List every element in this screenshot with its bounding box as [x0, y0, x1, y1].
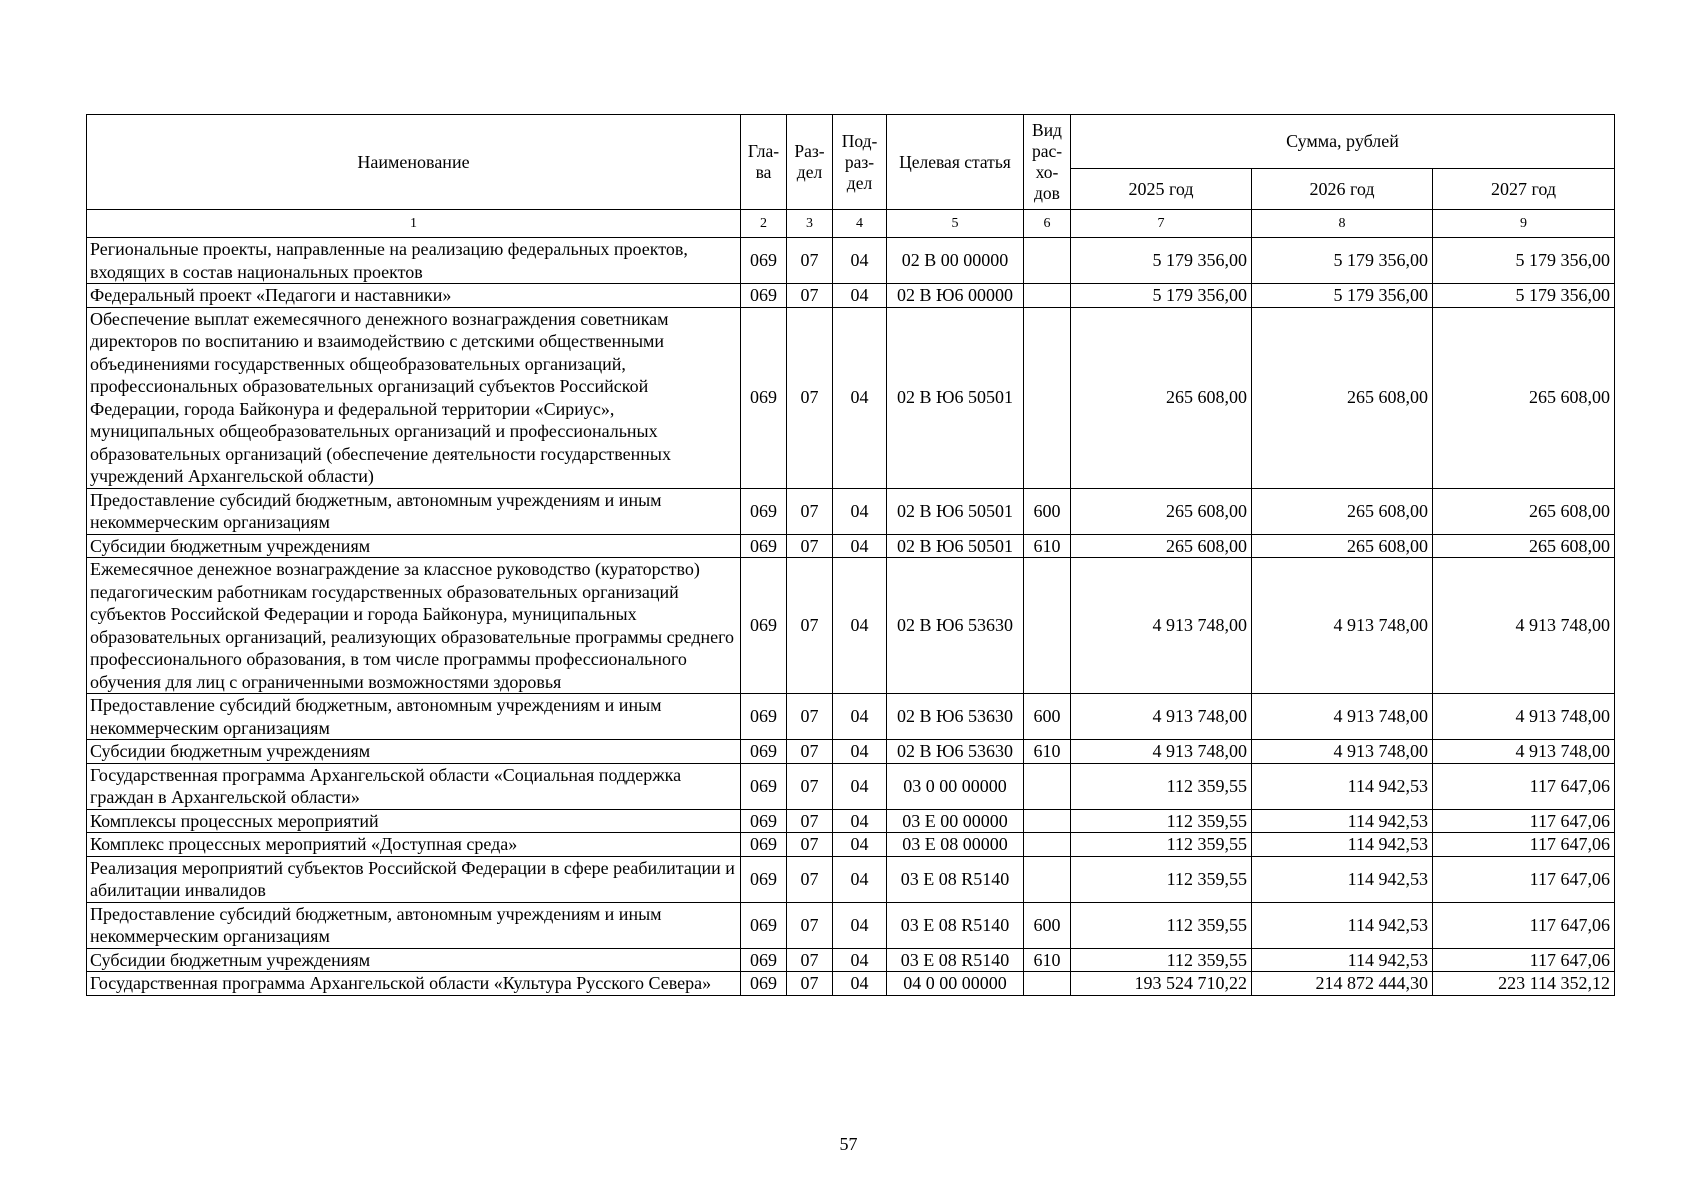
row-amount-2027: 117 647,06	[1433, 902, 1615, 948]
row-target-article: 03 Е 08 R5140	[887, 948, 1024, 972]
page-number: 57	[839, 1134, 858, 1154]
row-name: Предоставление субсидий бюджетным, автономным учреждениям и иным некоммерческим организациям	[87, 488, 741, 534]
row-amount-2026: 114 942,53	[1252, 809, 1433, 833]
row-target-article: 02 В Ю6 50501	[887, 307, 1024, 488]
row-glava: 069	[741, 558, 787, 694]
budget-table-sheet	[86, 114, 1614, 996]
column-number: 2	[741, 210, 787, 238]
row-target-article: 03 Е 08 R5140	[887, 856, 1024, 902]
row-amount-2027: 5 179 356,00	[1433, 284, 1615, 308]
row-podrazdel: 04	[833, 833, 887, 857]
row-target-article: 04 0 00 00000	[887, 972, 1024, 996]
row-target-article: 02 В Ю6 53630	[887, 740, 1024, 764]
row-razdel: 07	[787, 284, 833, 308]
row-razdel: 07	[787, 488, 833, 534]
row-expense-type: 600	[1024, 694, 1071, 740]
row-target-article: 03 Е 08 R5140	[887, 902, 1024, 948]
row-razdel: 07	[787, 307, 833, 488]
row-expense-type	[1024, 833, 1071, 857]
table-body	[87, 238, 1615, 996]
row-name: Региональные проекты, направленные на реализацию федеральных проектов, входящих в состав национальных проектов	[87, 238, 741, 284]
row-podrazdel: 04	[833, 902, 887, 948]
row-amount-2025: 4 913 748,00	[1071, 558, 1252, 694]
row-podrazdel: 04	[833, 694, 887, 740]
row-amount-2025: 112 359,55	[1071, 902, 1252, 948]
column-number: 8	[1252, 210, 1433, 238]
row-glava: 069	[741, 307, 787, 488]
row-name: Федеральный проект «Педагоги и наставники»	[87, 284, 741, 308]
header-target-article: Целевая статья	[887, 115, 1024, 210]
row-amount-2027: 117 647,06	[1433, 856, 1615, 902]
row-expense-type	[1024, 972, 1071, 996]
table-row	[87, 948, 1615, 972]
row-expense-type	[1024, 307, 1071, 488]
row-amount-2026: 114 942,53	[1252, 902, 1433, 948]
row-razdel: 07	[787, 809, 833, 833]
row-podrazdel: 04	[833, 972, 887, 996]
row-amount-2027: 4 913 748,00	[1433, 694, 1615, 740]
row-amount-2027: 4 913 748,00	[1433, 558, 1615, 694]
header-year-2025: 2025 год	[1071, 169, 1252, 210]
row-amount-2027: 265 608,00	[1433, 307, 1615, 488]
row-expense-type	[1024, 284, 1071, 308]
row-amount-2025: 5 179 356,00	[1071, 284, 1252, 308]
row-expense-type	[1024, 763, 1071, 809]
column-number: 1	[87, 210, 741, 238]
table-row	[87, 809, 1615, 833]
row-amount-2027: 117 647,06	[1433, 948, 1615, 972]
row-podrazdel: 04	[833, 534, 887, 558]
row-glava: 069	[741, 238, 787, 284]
row-expense-type	[1024, 238, 1071, 284]
row-razdel: 07	[787, 694, 833, 740]
row-amount-2027: 117 647,06	[1433, 809, 1615, 833]
column-number: 5	[887, 210, 1024, 238]
row-amount-2025: 112 359,55	[1071, 809, 1252, 833]
row-target-article: 02 В Ю6 50501	[887, 488, 1024, 534]
header-podrazdel: Под-раз-дел	[833, 115, 887, 210]
row-target-article: 02 В Ю6 50501	[887, 534, 1024, 558]
column-number: 3	[787, 210, 833, 238]
header-sum: Сумма, рублей	[1071, 115, 1615, 169]
row-glava: 069	[741, 833, 787, 857]
row-expense-type: 610	[1024, 948, 1071, 972]
row-expense-type: 610	[1024, 740, 1071, 764]
row-target-article: 02 В Ю6 53630	[887, 694, 1024, 740]
row-name: Субсидии бюджетным учреждениям	[87, 948, 741, 972]
row-amount-2027: 4 913 748,00	[1433, 740, 1615, 764]
row-amount-2026: 4 913 748,00	[1252, 694, 1433, 740]
row-amount-2026: 5 179 356,00	[1252, 238, 1433, 284]
row-razdel: 07	[787, 948, 833, 972]
row-razdel: 07	[787, 972, 833, 996]
row-expense-type: 600	[1024, 902, 1071, 948]
row-target-article: 03 0 00 00000	[887, 763, 1024, 809]
table-row	[87, 534, 1615, 558]
row-podrazdel: 04	[833, 809, 887, 833]
table-row	[87, 740, 1615, 764]
row-amount-2027: 265 608,00	[1433, 534, 1615, 558]
row-glava: 069	[741, 740, 787, 764]
budget-table	[86, 114, 1615, 996]
table-row	[87, 238, 1615, 284]
row-amount-2025: 4 913 748,00	[1071, 694, 1252, 740]
row-podrazdel: 04	[833, 488, 887, 534]
row-glava: 069	[741, 948, 787, 972]
row-target-article: 02 В Ю6 53630	[887, 558, 1024, 694]
table-row	[87, 284, 1615, 308]
row-amount-2026: 5 179 356,00	[1252, 284, 1433, 308]
row-amount-2026: 114 942,53	[1252, 833, 1433, 857]
row-amount-2027: 265 608,00	[1433, 488, 1615, 534]
row-amount-2026: 114 942,53	[1252, 763, 1433, 809]
column-number: 7	[1071, 210, 1252, 238]
row-amount-2026: 214 872 444,30	[1252, 972, 1433, 996]
row-podrazdel: 04	[833, 284, 887, 308]
row-amount-2025: 112 359,55	[1071, 833, 1252, 857]
row-amount-2025: 265 608,00	[1071, 307, 1252, 488]
row-razdel: 07	[787, 534, 833, 558]
column-number: 6	[1024, 210, 1071, 238]
row-glava: 069	[741, 694, 787, 740]
row-target-article: 03 Е 08 00000	[887, 833, 1024, 857]
row-amount-2025: 193 524 710,22	[1071, 972, 1252, 996]
row-amount-2025: 5 179 356,00	[1071, 238, 1252, 284]
row-razdel: 07	[787, 833, 833, 857]
row-amount-2027: 223 114 352,12	[1433, 972, 1615, 996]
row-amount-2026: 4 913 748,00	[1252, 740, 1433, 764]
row-podrazdel: 04	[833, 558, 887, 694]
table-row	[87, 558, 1615, 694]
row-name: Предоставление субсидий бюджетным, автономным учреждениям и иным некоммерческим организациям	[87, 902, 741, 948]
column-number: 9	[1433, 210, 1615, 238]
table-row	[87, 694, 1615, 740]
row-razdel: 07	[787, 558, 833, 694]
header-year-2026: 2026 год	[1252, 169, 1433, 210]
row-razdel: 07	[787, 238, 833, 284]
row-amount-2025: 4 913 748,00	[1071, 740, 1252, 764]
row-target-article: 03 Е 00 00000	[887, 809, 1024, 833]
row-glava: 069	[741, 488, 787, 534]
row-glava: 069	[741, 902, 787, 948]
row-name: Государственная программа Архангельской области «Социальная поддержка граждан в Архангельской области»	[87, 763, 741, 809]
row-name: Субсидии бюджетным учреждениям	[87, 740, 741, 764]
row-amount-2025: 265 608,00	[1071, 534, 1252, 558]
row-expense-type	[1024, 809, 1071, 833]
header-expense-type: Вид рас-хо-дов	[1024, 115, 1071, 210]
row-podrazdel: 04	[833, 238, 887, 284]
row-glava: 069	[741, 284, 787, 308]
row-name: Комплекс процессных мероприятий «Доступная среда»	[87, 833, 741, 857]
row-expense-type	[1024, 856, 1071, 902]
row-name: Реализация мероприятий субъектов Российской Федерации в сфере реабилитации и абилитации инвалидов	[87, 856, 741, 902]
header-row-top	[87, 115, 1615, 169]
header-year-2027: 2027 год	[1433, 169, 1615, 210]
table-row	[87, 856, 1615, 902]
row-podrazdel: 04	[833, 307, 887, 488]
row-razdel: 07	[787, 763, 833, 809]
row-glava: 069	[741, 534, 787, 558]
row-amount-2025: 112 359,55	[1071, 763, 1252, 809]
row-expense-type: 610	[1024, 534, 1071, 558]
row-expense-type: 600	[1024, 488, 1071, 534]
table-row	[87, 972, 1615, 996]
table-row	[87, 763, 1615, 809]
table-row	[87, 833, 1615, 857]
row-amount-2026: 265 608,00	[1252, 307, 1433, 488]
row-name: Обеспечение выплат ежемесячного денежного вознаграждения советникам директоров по воспитанию и взаимодействию с детскими общественными объединениями государственных общеобразовательных организаций, профессиональных образовательных организаций субъектов Российской Федерации, города Байконура и федеральной территории «Сириус», муниципальных общеобразовательных организаций и профессиональных образовательных организаций (обеспечение деятельности государственных учреждений Архангельской области)	[87, 307, 741, 488]
row-amount-2026: 265 608,00	[1252, 534, 1433, 558]
row-amount-2027: 5 179 356,00	[1433, 238, 1615, 284]
row-target-article: 02 В 00 00000	[887, 238, 1024, 284]
row-podrazdel: 04	[833, 763, 887, 809]
row-amount-2025: 112 359,55	[1071, 948, 1252, 972]
row-amount-2026: 114 942,53	[1252, 948, 1433, 972]
row-amount-2027: 117 647,06	[1433, 833, 1615, 857]
row-amount-2027: 117 647,06	[1433, 763, 1615, 809]
row-name: Ежемесячное денежное вознаграждение за классное руководство (кураторство) педагогическим работникам государственных образовательных организаций субъектов Российской Федерации и города Байконура, муниципальных образовательных организаций, реализующих образовательные программы среднего профессионального образования, в том числе программы профессионального обучения для лиц с ограниченными возможностями здоровья	[87, 558, 741, 694]
row-target-article: 02 В Ю6 00000	[887, 284, 1024, 308]
row-razdel: 07	[787, 856, 833, 902]
header-name: Наименование	[87, 115, 741, 210]
column-number-row	[87, 210, 1615, 238]
row-amount-2025: 112 359,55	[1071, 856, 1252, 902]
row-expense-type	[1024, 558, 1071, 694]
row-podrazdel: 04	[833, 740, 887, 764]
table-row	[87, 902, 1615, 948]
table-row	[87, 488, 1615, 534]
column-number: 4	[833, 210, 887, 238]
row-glava: 069	[741, 856, 787, 902]
row-name: Субсидии бюджетным учреждениям	[87, 534, 741, 558]
row-amount-2025: 265 608,00	[1071, 488, 1252, 534]
header-razdel: Раз-дел	[787, 115, 833, 210]
row-glava: 069	[741, 763, 787, 809]
row-amount-2026: 4 913 748,00	[1252, 558, 1433, 694]
row-razdel: 07	[787, 902, 833, 948]
row-podrazdel: 04	[833, 948, 887, 972]
header-glava: Гла-ва	[741, 115, 787, 210]
row-name: Комплексы процессных мероприятий	[87, 809, 741, 833]
row-name: Предоставление субсидий бюджетным, автономным учреждениям и иным некоммерческим организациям	[87, 694, 741, 740]
row-name: Государственная программа Архангельской области «Культура Русского Севера»	[87, 972, 741, 996]
row-podrazdel: 04	[833, 856, 887, 902]
row-amount-2026: 265 608,00	[1252, 488, 1433, 534]
row-razdel: 07	[787, 740, 833, 764]
row-glava: 069	[741, 809, 787, 833]
row-glava: 069	[741, 972, 787, 996]
row-amount-2026: 114 942,53	[1252, 856, 1433, 902]
table-row	[87, 307, 1615, 488]
